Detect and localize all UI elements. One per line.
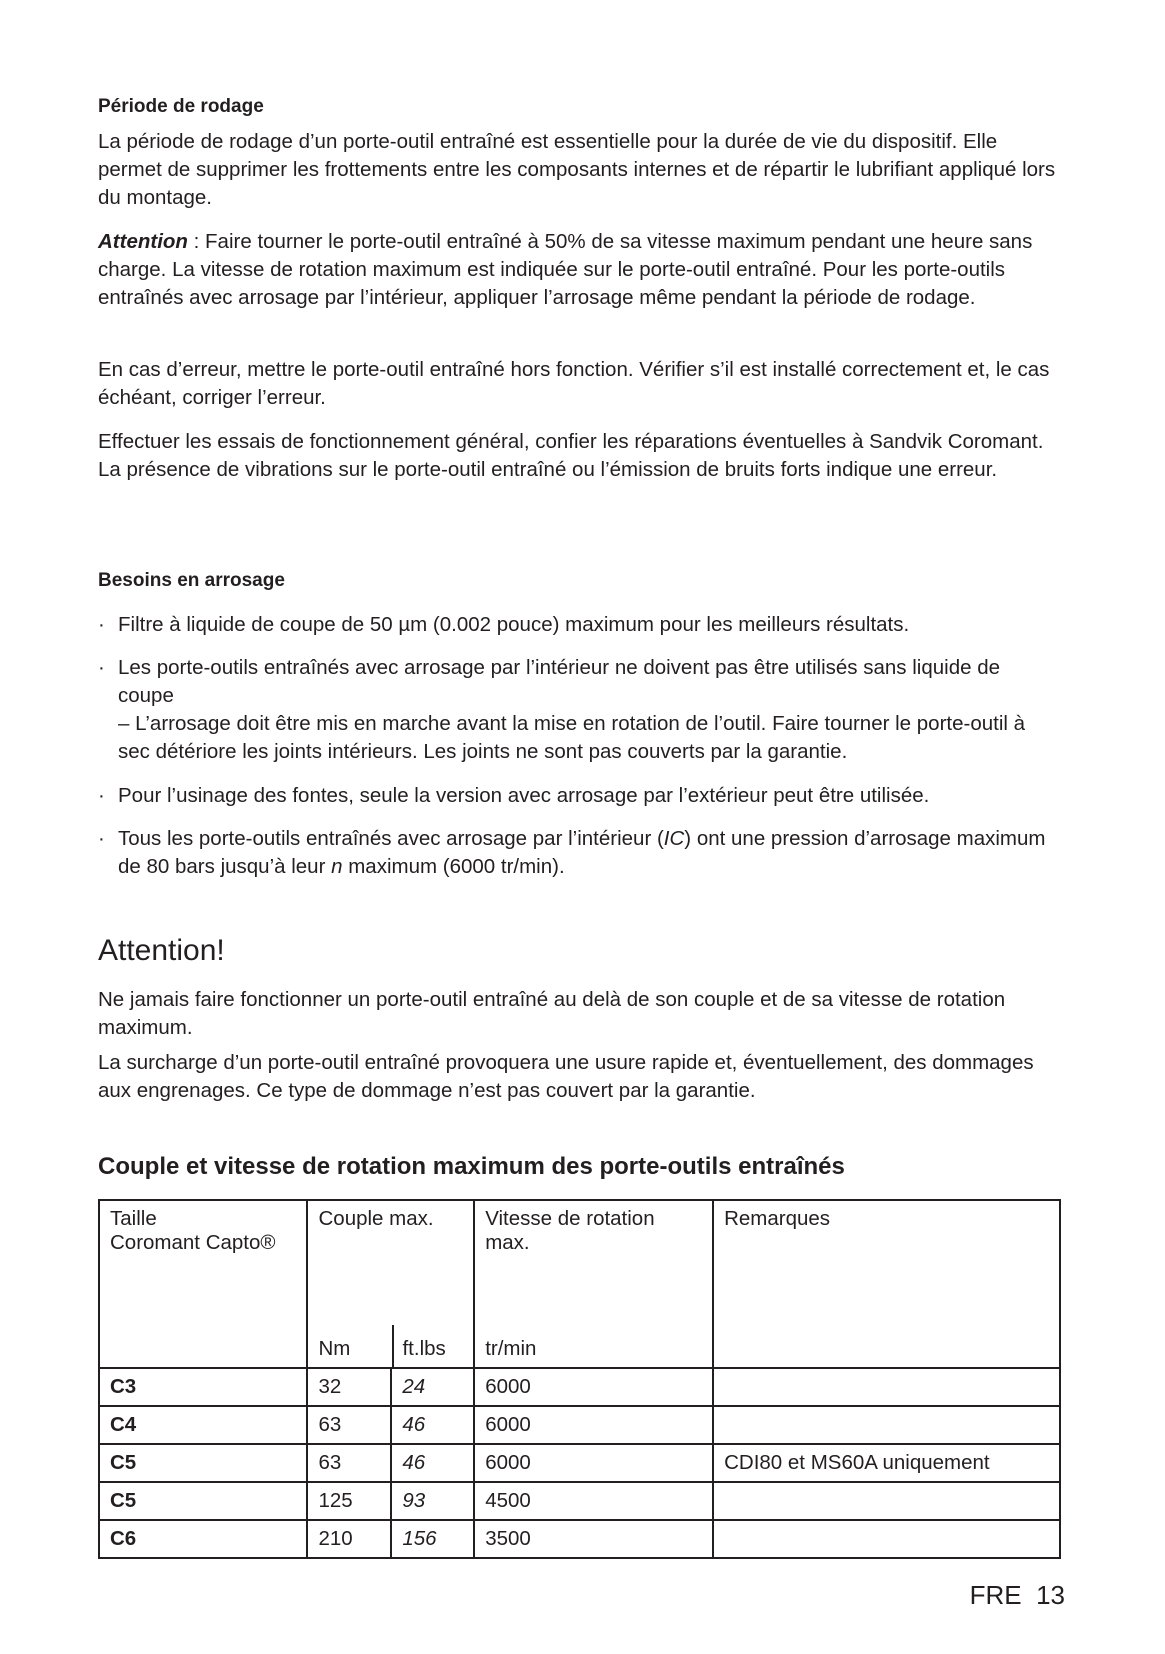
header-speed-label: Vitesse de rotation max. — [485, 1207, 655, 1254]
bullet-dot: · — [98, 827, 105, 850]
footer-page-number: 13 — [1036, 1580, 1065, 1610]
header-torque-divider — [392, 1325, 394, 1367]
cell-rpm: 4500 — [474, 1482, 713, 1520]
header-torque-nm: Nm — [318, 1337, 351, 1360]
cell-size: C5 — [99, 1482, 307, 1520]
cell-rpm: 6000 — [474, 1368, 713, 1406]
header-speed-unit: tr/min — [485, 1337, 537, 1360]
cell-size: C6 — [99, 1520, 307, 1558]
paragraph-rodage-erreur: En cas d’erreur, mettre le porte-outil entraîné hors fonction. Vérifier s’il est installé correctement et, le cas échéant, corriger l’erreur. — [98, 358, 1050, 409]
paragraph-rodage-attention — [98, 228, 1063, 312]
cell-nm: 63 — [307, 1406, 391, 1444]
cell-ftlbs: 24 — [391, 1368, 474, 1406]
paragraph-attention-1: Ne jamais faire fonctionner un porte-outil entraîné au delà de son couple et de sa vitesse de rotation maximum. — [98, 988, 1006, 1039]
header-size-line2: Coromant Capto® — [110, 1231, 276, 1254]
bullet-dot: · — [98, 656, 105, 679]
bullet-text: Filtre à liquide de coupe de 50 µm (0.002 pouce) maximum pour les meilleurs résultats. — [118, 613, 910, 636]
cell-rpm: 6000 — [474, 1406, 713, 1444]
bullet4-part-a: Tous les porte-outils entraînés avec arrosage par l’intérieur ( — [118, 827, 664, 850]
spec-table — [98, 1199, 1061, 1559]
bullet-text — [118, 654, 1058, 766]
bullet4-n: n — [331, 855, 343, 878]
header-size — [99, 1200, 307, 1368]
table-title: Couple et vitesse de rotation maximum des porte-outils entraînés — [98, 1153, 845, 1180]
cell-remark: CDI80 et MS60A uniquement — [713, 1444, 1060, 1482]
cell-remark — [713, 1368, 1060, 1406]
attention-text: : Faire tourner le porte-outil entraîné à 50% de sa vitesse maximum pendant une heure sans charge. La vitesse de rotation maximum est indiquée sur le porte-outil entraîné. Pour les porte-outils entraînés avec arrosage par l’intérieur, appliquer l’arrosage même pendant la période de rodage. — [98, 230, 1033, 309]
paragraph-attention-2: La surcharge d’un porte-outil entraîné provoquera une usure rapide et, éventuellement, des dommages aux engrenages. Ce type de dommage n’est pas couvert par la garantie. — [98, 1051, 1034, 1102]
bullet-text: Pour l’usinage des fontes, seule la version avec arrosage par l’extérieur peut être utilisée. — [118, 784, 930, 807]
bullet-dot: · — [98, 784, 105, 807]
cell-ftlbs: 46 — [391, 1444, 474, 1482]
heading-besoins-en-arrosage: Besoins en arrosage — [98, 570, 285, 591]
cell-rpm: 6000 — [474, 1444, 713, 1482]
cell-size: C3 — [99, 1368, 307, 1406]
table-row — [99, 1444, 1060, 1482]
cell-remark — [713, 1520, 1060, 1558]
cell-remark — [713, 1406, 1060, 1444]
cell-remark — [713, 1482, 1060, 1520]
cell-rpm: 3500 — [474, 1520, 713, 1558]
header-torque — [307, 1200, 474, 1368]
bullet-text-line2: – L’arrosage doit être mis en marche avant la mise en rotation de l’outil. Faire tourner le porte-outil à sec détériore les joints intérieurs. Les joints ne sont pas couverts par la garantie. — [118, 712, 1026, 763]
cell-size: C5 — [99, 1444, 307, 1482]
bullet-dot: · — [98, 613, 105, 636]
footer-language: FRE — [969, 1580, 1022, 1610]
bullet4-part-c: maximum (6000 tr/min). — [342, 855, 565, 878]
cell-ftlbs: 46 — [391, 1406, 474, 1444]
header-remarks: Remarques — [713, 1200, 1060, 1368]
bullet4-ic: IC — [663, 827, 685, 850]
table-row — [99, 1482, 1060, 1520]
attention-label: Attention — [98, 230, 188, 253]
cell-nm: 210 — [307, 1520, 391, 1558]
paragraph-rodage-intro: La période de rodage d’un porte-outil entraîné est essentielle pour la durée de vie du dispositif. Elle permet de supprimer les frottements entre les composants internes et de répartir le lubrifiant appliqué lors du montage. — [98, 130, 1056, 209]
header-torque-label: Couple max. — [318, 1207, 434, 1230]
bullet-text — [118, 825, 1058, 881]
table-row — [99, 1520, 1060, 1558]
page-footer — [970, 1580, 1065, 1611]
header-torque-ftlbs: ft.lbs — [402, 1337, 446, 1360]
cell-ftlbs: 156 — [391, 1520, 474, 1558]
table-row — [99, 1368, 1060, 1406]
heading-attention: Attention! — [98, 934, 225, 967]
table-row — [99, 1406, 1060, 1444]
table-header-row — [99, 1200, 1060, 1368]
cell-size: C4 — [99, 1406, 307, 1444]
cell-ftlbs: 93 — [391, 1482, 474, 1520]
header-size-line1: Taille — [110, 1207, 157, 1230]
cell-nm: 32 — [307, 1368, 391, 1406]
bullet4-part-b: ) ont une pression d’arrosage maximum de 80 bars jusqu’à leur — [118, 827, 1046, 878]
cell-nm: 125 — [307, 1482, 391, 1520]
heading-periode-de-rodage: Période de rodage — [98, 96, 264, 117]
paragraph-rodage-essais: Effectuer les essais de fonctionnement général, confier les réparations éventuelles à Sandvik Coromant. La présence de vibrations sur le porte-outil entraîné ou l’émission de bruits forts indique une erreur. — [98, 430, 1044, 481]
header-speed — [474, 1200, 713, 1368]
bullet-text-line1: Les porte-outils entraînés avec arrosage par l’intérieur ne doivent pas être utilisés sans liquide de coupe — [118, 656, 1001, 707]
cell-nm: 63 — [307, 1444, 391, 1482]
